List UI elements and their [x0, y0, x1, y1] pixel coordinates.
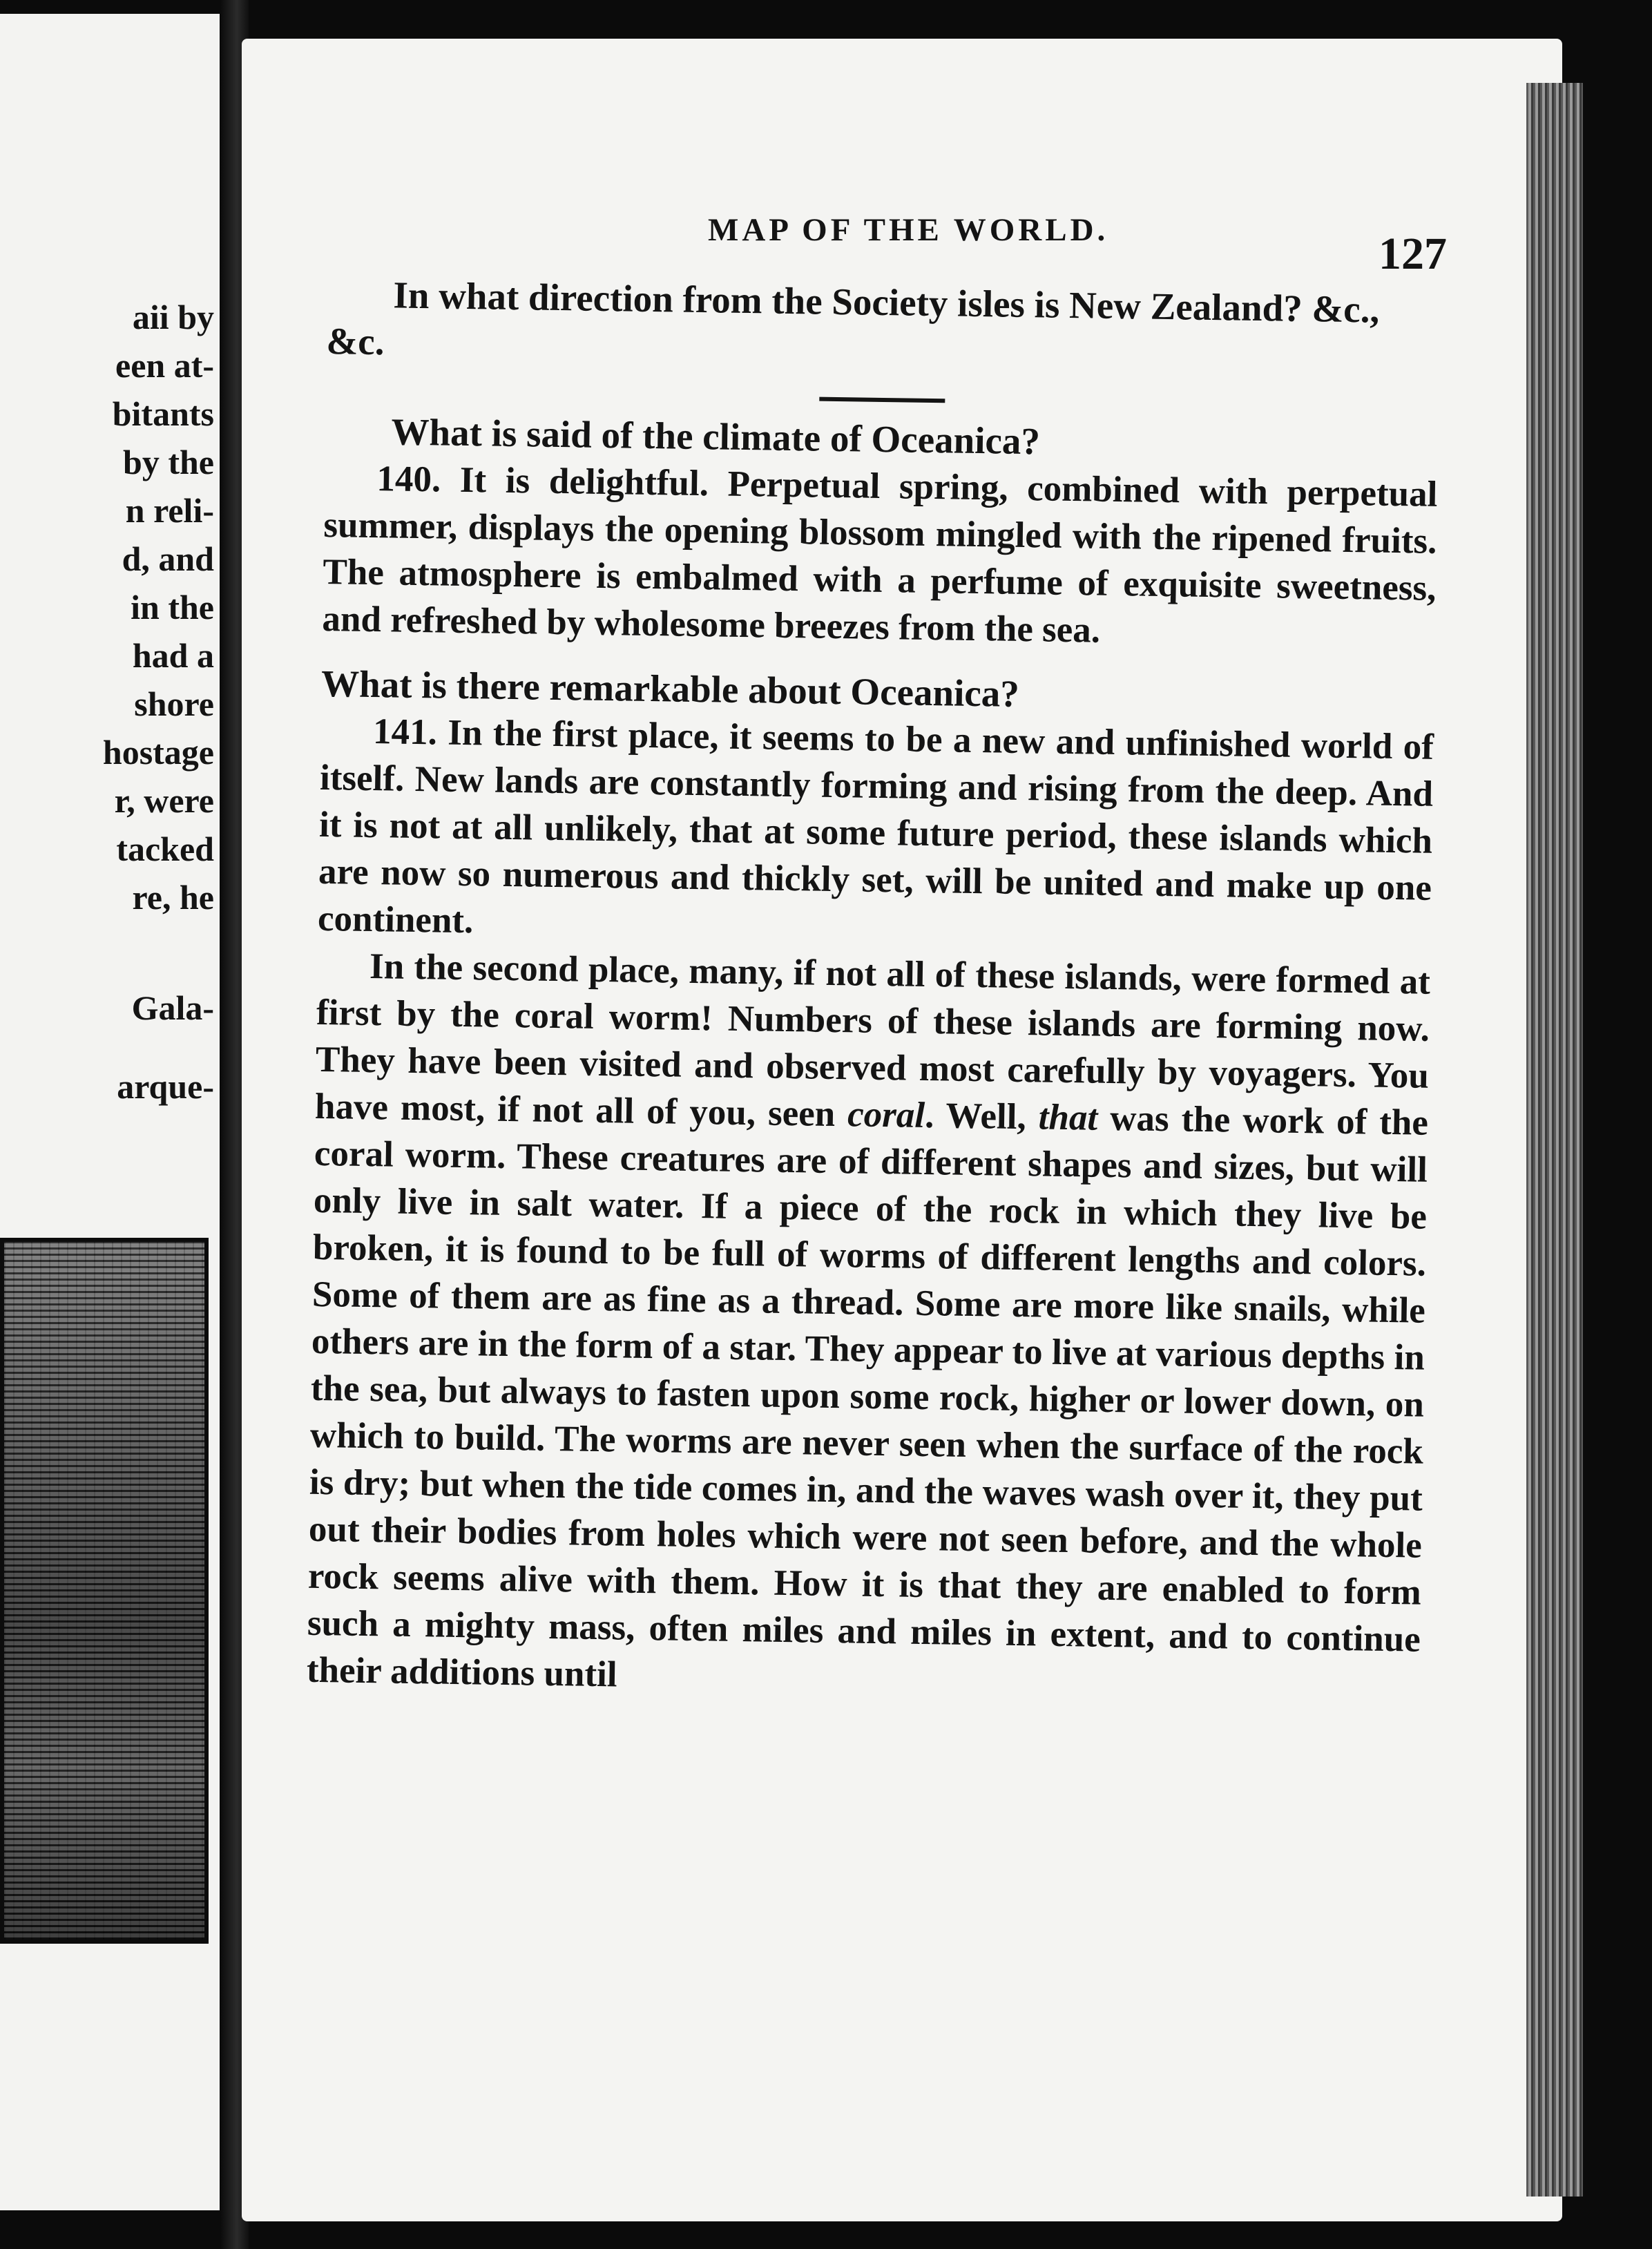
left-page-line: hostage — [102, 733, 214, 772]
page-edge — [1526, 83, 1583, 2197]
left-page-line: een at- — [115, 346, 214, 385]
answer-141: 141. In the first place, it seems to be a new and unfinished world of itself. New lands are constantly forming and rising from the deep. And it is not at all unlikely, that at some future period, these islands which are now so numerous and thickly set, will be united and make up one continent. — [317, 711, 1434, 941]
left-page-fragment — [0, 14, 227, 2210]
italic-that: that — [1038, 1097, 1098, 1138]
page-number: 127 — [1379, 229, 1447, 279]
question-direction: In what direction from the Society isles is New Zealand? &c., &c. — [326, 274, 1380, 363]
left-page-line: Gala- — [131, 988, 214, 1027]
running-head: MAP OF THE WORLD. — [708, 212, 1109, 248]
text-run: . Well, — [924, 1095, 1027, 1138]
left-page-line: d, and — [122, 539, 214, 578]
text-run: was the work of the coral worm. These creatures are of different shapes and sizes, but will only live in salt water. If a piece of the rock in which they live be broken, it is found to be full of worms of different lengths and colors. Some of them are as fine as a thread. Some are more like snails, while others are in the form of a star. They appear to live at various depths in the sea, but always to fasten upon some rock, higher or lower down, on which to build. The worms are never seen when the surface of the rock is dry; but when the tide comes in, and the waves wash over it, they put out their bodies from holes which were not seen before, and the whole rock seems alive with them. How it is that they are enabled to form such a mighty mass, often miles and miles in extent, and to continue their additions until — [306, 1098, 1429, 1695]
left-page-line: n reli- — [125, 491, 214, 530]
left-page-line: shore — [134, 685, 214, 723]
left-page-line: in the — [131, 588, 214, 626]
left-page-line: had a — [132, 636, 214, 675]
text-run: In the second place, many, if not all of these islands, were formed at first by the coral worm! Numbers of these islands are forming now. They have been visited and observed most carefully by voyagers. You have most, if not all of you, seen — [314, 946, 1431, 1135]
left-page-line: r, were — [114, 781, 214, 820]
woodcut-illustration — [0, 1238, 209, 1944]
section-rule — [819, 397, 945, 403]
answer-141-continued — [306, 942, 1430, 1710]
italic-coral: coral — [847, 1094, 925, 1136]
left-page-line: aii by — [132, 298, 214, 336]
left-page-line: arque- — [117, 1067, 214, 1106]
question-climate: What is said of the climate of Oceanica? — [391, 410, 1041, 463]
left-page-line: tacked — [116, 830, 214, 868]
left-page-line: by the — [123, 443, 214, 481]
left-page-line: bitants — [112, 394, 214, 433]
page-body — [306, 271, 1440, 1710]
question-remarkable: What is there remarkable about Oceanica? — [320, 662, 1020, 715]
left-page-line: re, he — [132, 878, 214, 917]
answer-140: 140. It is delightful. Perpetual spring, combined with perpetual summer, displays the opening blossom mingled with the ripened fruits. The atmosphere is embalmed with a perfume of exquisite sweetness, and refreshed by wholesome breezes from the sea. — [322, 459, 1438, 651]
